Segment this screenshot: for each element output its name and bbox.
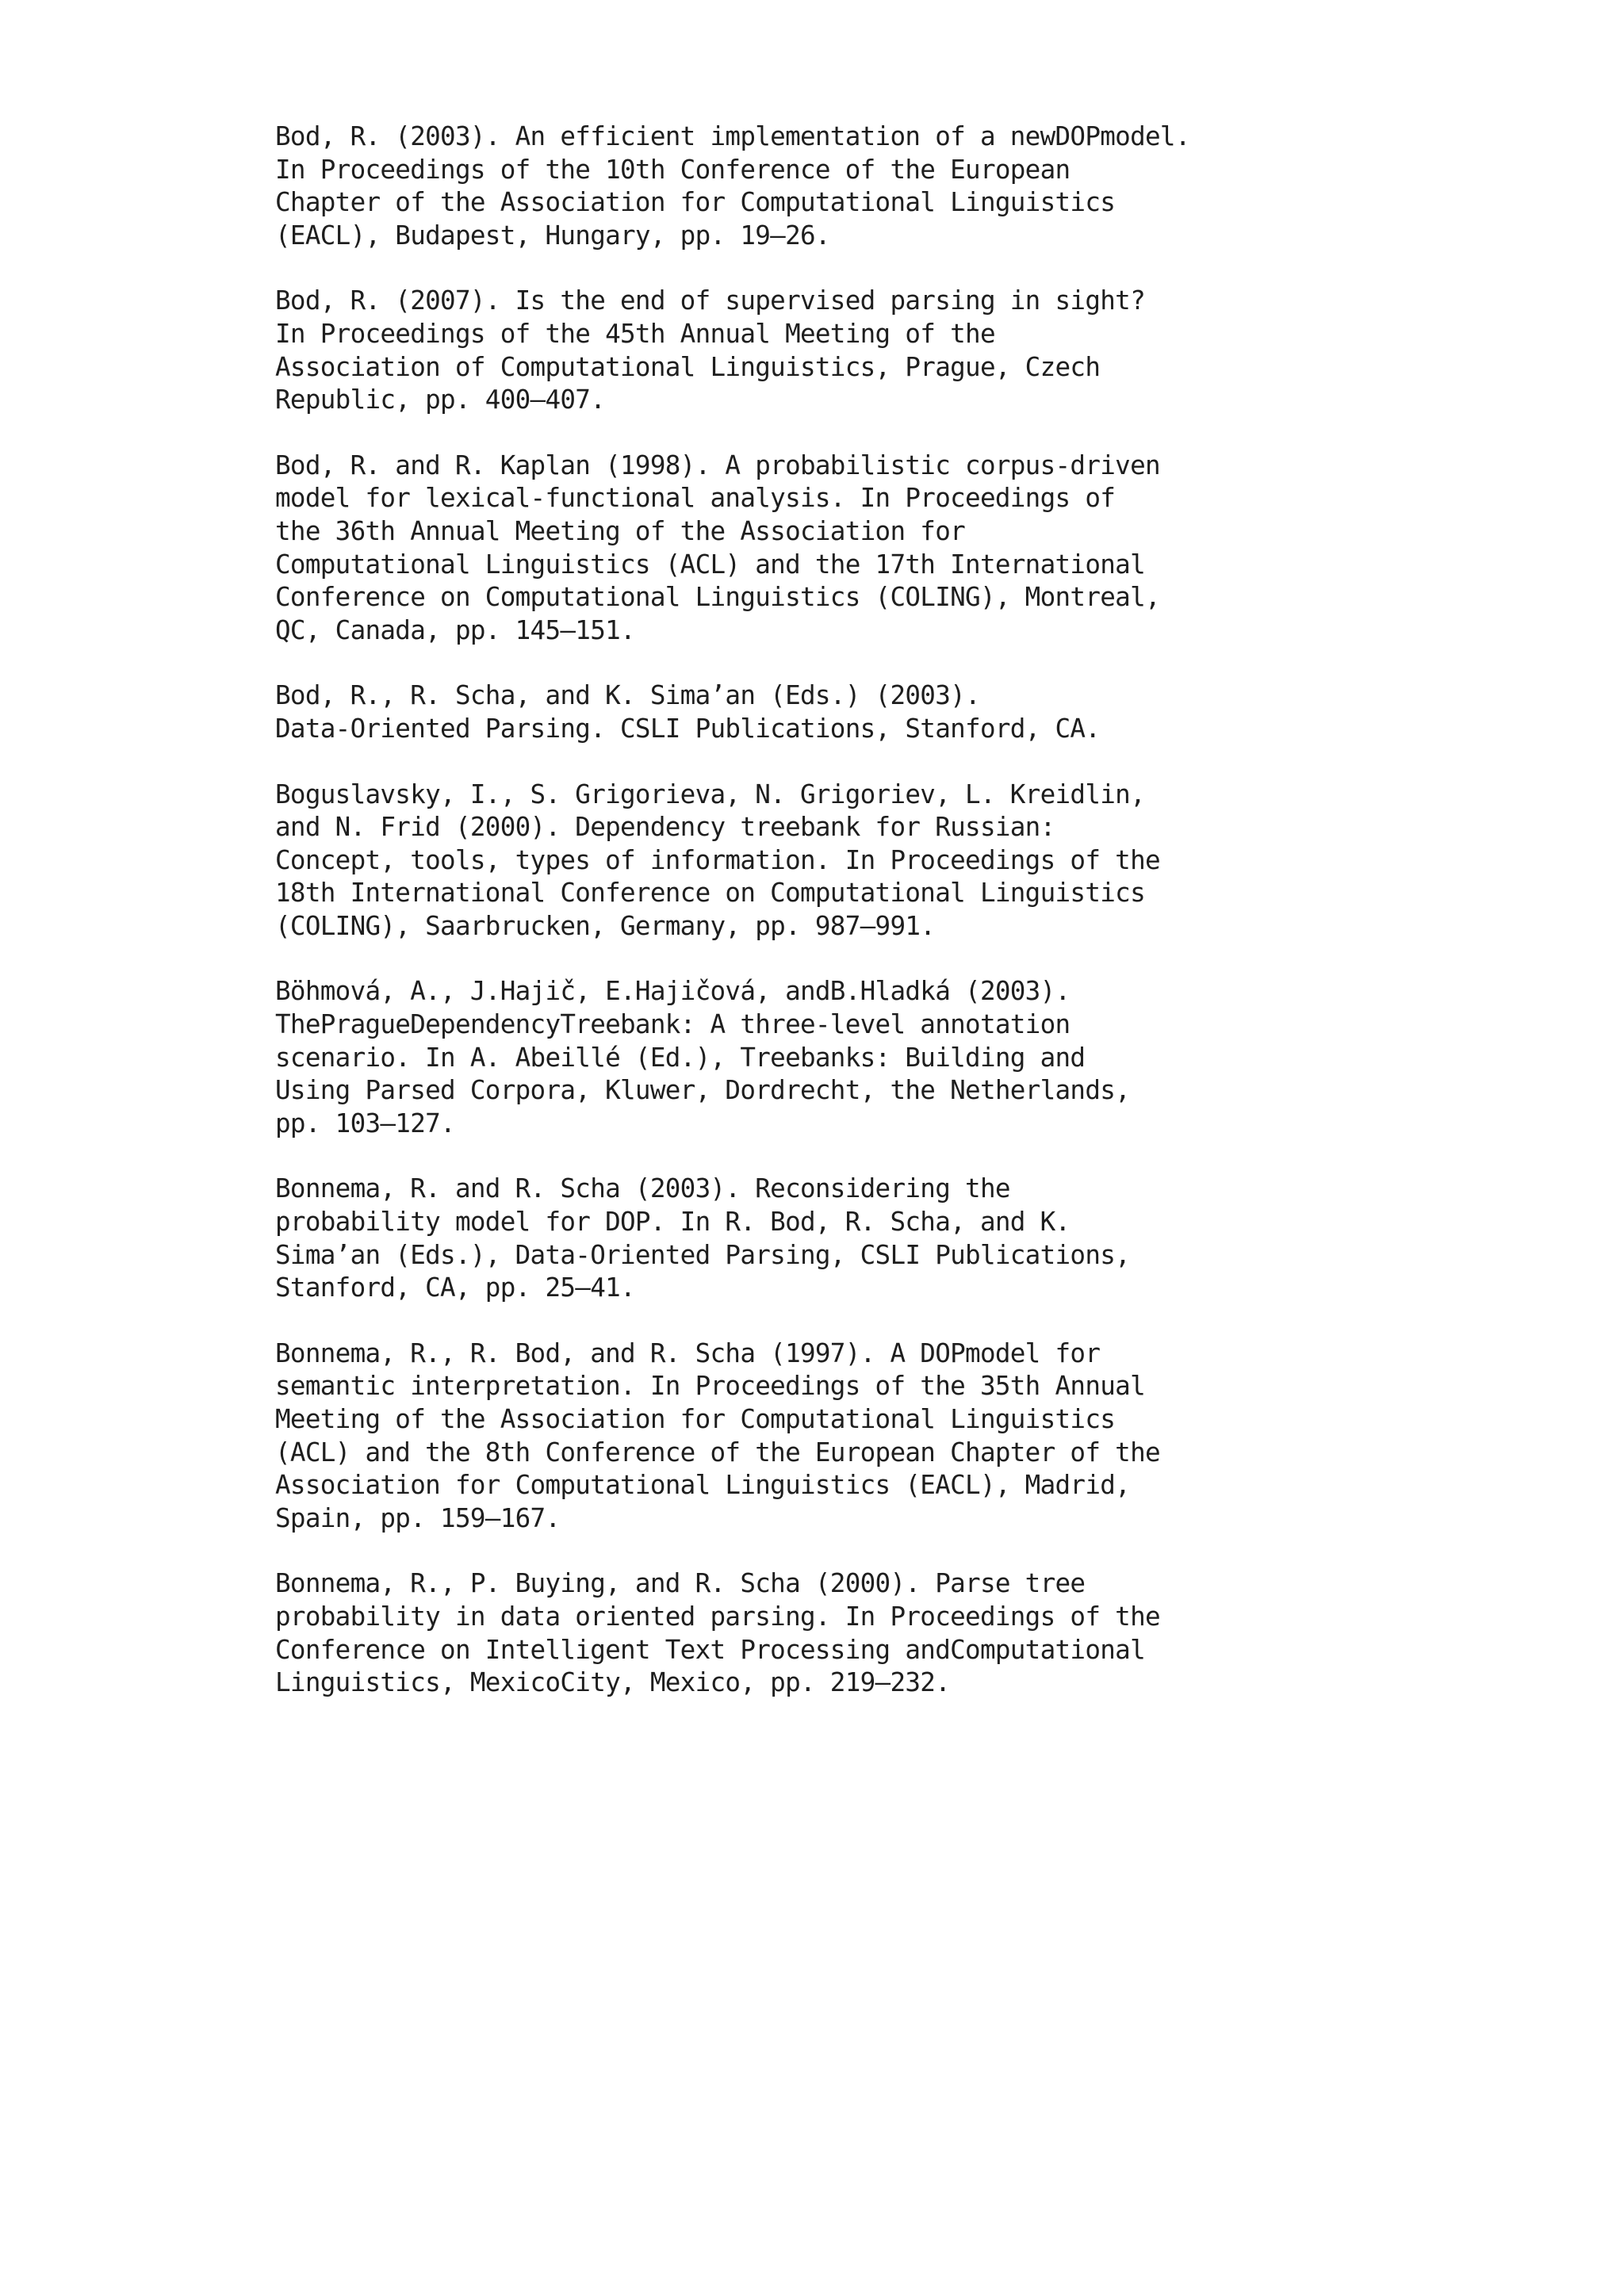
reference-line: Conference on Computational Linguistics (COLING), Montreal, — [275, 582, 1160, 613]
reference-line: In Proceedings of the 10th Conference of the European — [275, 154, 1071, 185]
reference-entry — [275, 679, 1385, 745]
reference-line: Bod, R., R. Scha, and K. Sima’an (Eds.) (2003). — [275, 680, 980, 711]
reference-line: Linguistics, MexicoCity, Mexico, pp. 219–232. — [275, 1667, 951, 1698]
reference-entry — [275, 1567, 1385, 1699]
reference-line: Spain, pp. 159–167. — [275, 1502, 561, 1533]
reference-line: the 36th Annual Meeting of the Association for — [275, 515, 966, 546]
reference-line: Computational Linguistics (ACL) and the 17th International — [275, 549, 1145, 580]
reference-line: semantic interpretation. In Proceedings of the 35th Annual — [275, 1371, 1145, 1402]
reference-line: Meeting of the Association for Computational Linguistics — [275, 1404, 1116, 1434]
reference-entry — [275, 1337, 1385, 1536]
reference-entry — [275, 1173, 1385, 1304]
reference-entry — [275, 450, 1385, 648]
reference-line: Böhmová, A., J.Hajič, E.Hajičová, andB.Hladká (2003). — [275, 976, 1071, 1007]
reference-entry — [275, 121, 1385, 252]
reference-list — [275, 121, 1385, 1732]
reference-line: In Proceedings of the 45th Annual Meeting of the — [275, 318, 995, 349]
reference-line: 18th International Conference on Computational Linguistics — [275, 878, 1145, 909]
reference-line: (EACL), Budapest, Hungary, pp. 19–26. — [275, 220, 830, 251]
reference-line: QC, Canada, pp. 145–151. — [275, 614, 635, 645]
reference-line: (COLING), Saarbrucken, Germany, pp. 987–991. — [275, 910, 936, 941]
reference-line: Bod, R. and R. Kaplan (1998). A probabilistic corpus-driven — [275, 450, 1160, 480]
reference-line: Bonnema, R. and R. Scha (2003). Reconsidering the — [275, 1173, 1010, 1204]
reference-line: probability model for DOP. In R. Bod, R. Scha, and K. — [275, 1207, 1071, 1238]
reference-line: probability in data oriented parsing. In Proceedings of the — [275, 1601, 1160, 1632]
reference-line: (ACL) and the 8th Conference of the European Chapter of the — [275, 1437, 1160, 1468]
reference-line: Boguslavsky, I., S. Grigorieva, N. Grigoriev, L. Kreidlin, — [275, 779, 1145, 809]
reference-line: Stanford, CA, pp. 25–41. — [275, 1272, 635, 1303]
reference-line: Association of Computational Linguistics, Prague, Czech — [275, 351, 1101, 382]
reference-line: Bonnema, R., R. Bod, and R. Scha (1997). A DOPmodel for — [275, 1337, 1101, 1368]
reference-line: Conference on Intelligent Text Processing andComputational — [275, 1634, 1145, 1665]
reference-line: Sima’an (Eds.), Data-Oriented Parsing, CSLI Publications, — [275, 1239, 1131, 1270]
reference-line: Chapter of the Association for Computational Linguistics — [275, 187, 1116, 218]
reference-line: Using Parsed Corpora, Kluwer, Dordrecht, the Netherlands, — [275, 1075, 1131, 1106]
reference-line: Concept, tools, types of information. In Proceedings of the — [275, 844, 1160, 875]
reference-line: Bod, R. (2003). An efficient implementation of a newDOPmodel. — [275, 121, 1190, 151]
reference-line: Bonnema, R., P. Buying, and R. Scha (2000). Parse tree — [275, 1568, 1086, 1599]
reference-entry — [275, 975, 1385, 1140]
reference-line: Republic, pp. 400–407. — [275, 385, 606, 415]
reference-line: and N. Frid (2000). Dependency treebank for Russian: — [275, 812, 1055, 843]
reference-line: pp. 103–127. — [275, 1108, 455, 1138]
reference-line: Association for Computational Linguistics (EACL), Madrid, — [275, 1470, 1131, 1501]
reference-line: Data-Oriented Parsing. CSLI Publications, Stanford, CA. — [275, 713, 1101, 744]
reference-entry — [275, 779, 1385, 943]
reference-line: model for lexical-functional analysis. In Proceedings of — [275, 483, 1116, 514]
reference-line: scenario. In A. Abeillé (Ed.), Treebanks: Building and — [275, 1042, 1086, 1073]
reference-line: ThePragueDependencyTreebank: A three-level annotation — [275, 1009, 1071, 1040]
reference-line: Bod, R. (2007). Is the end of supervised parsing in sight? — [275, 285, 1145, 316]
reference-entry — [275, 285, 1385, 416]
